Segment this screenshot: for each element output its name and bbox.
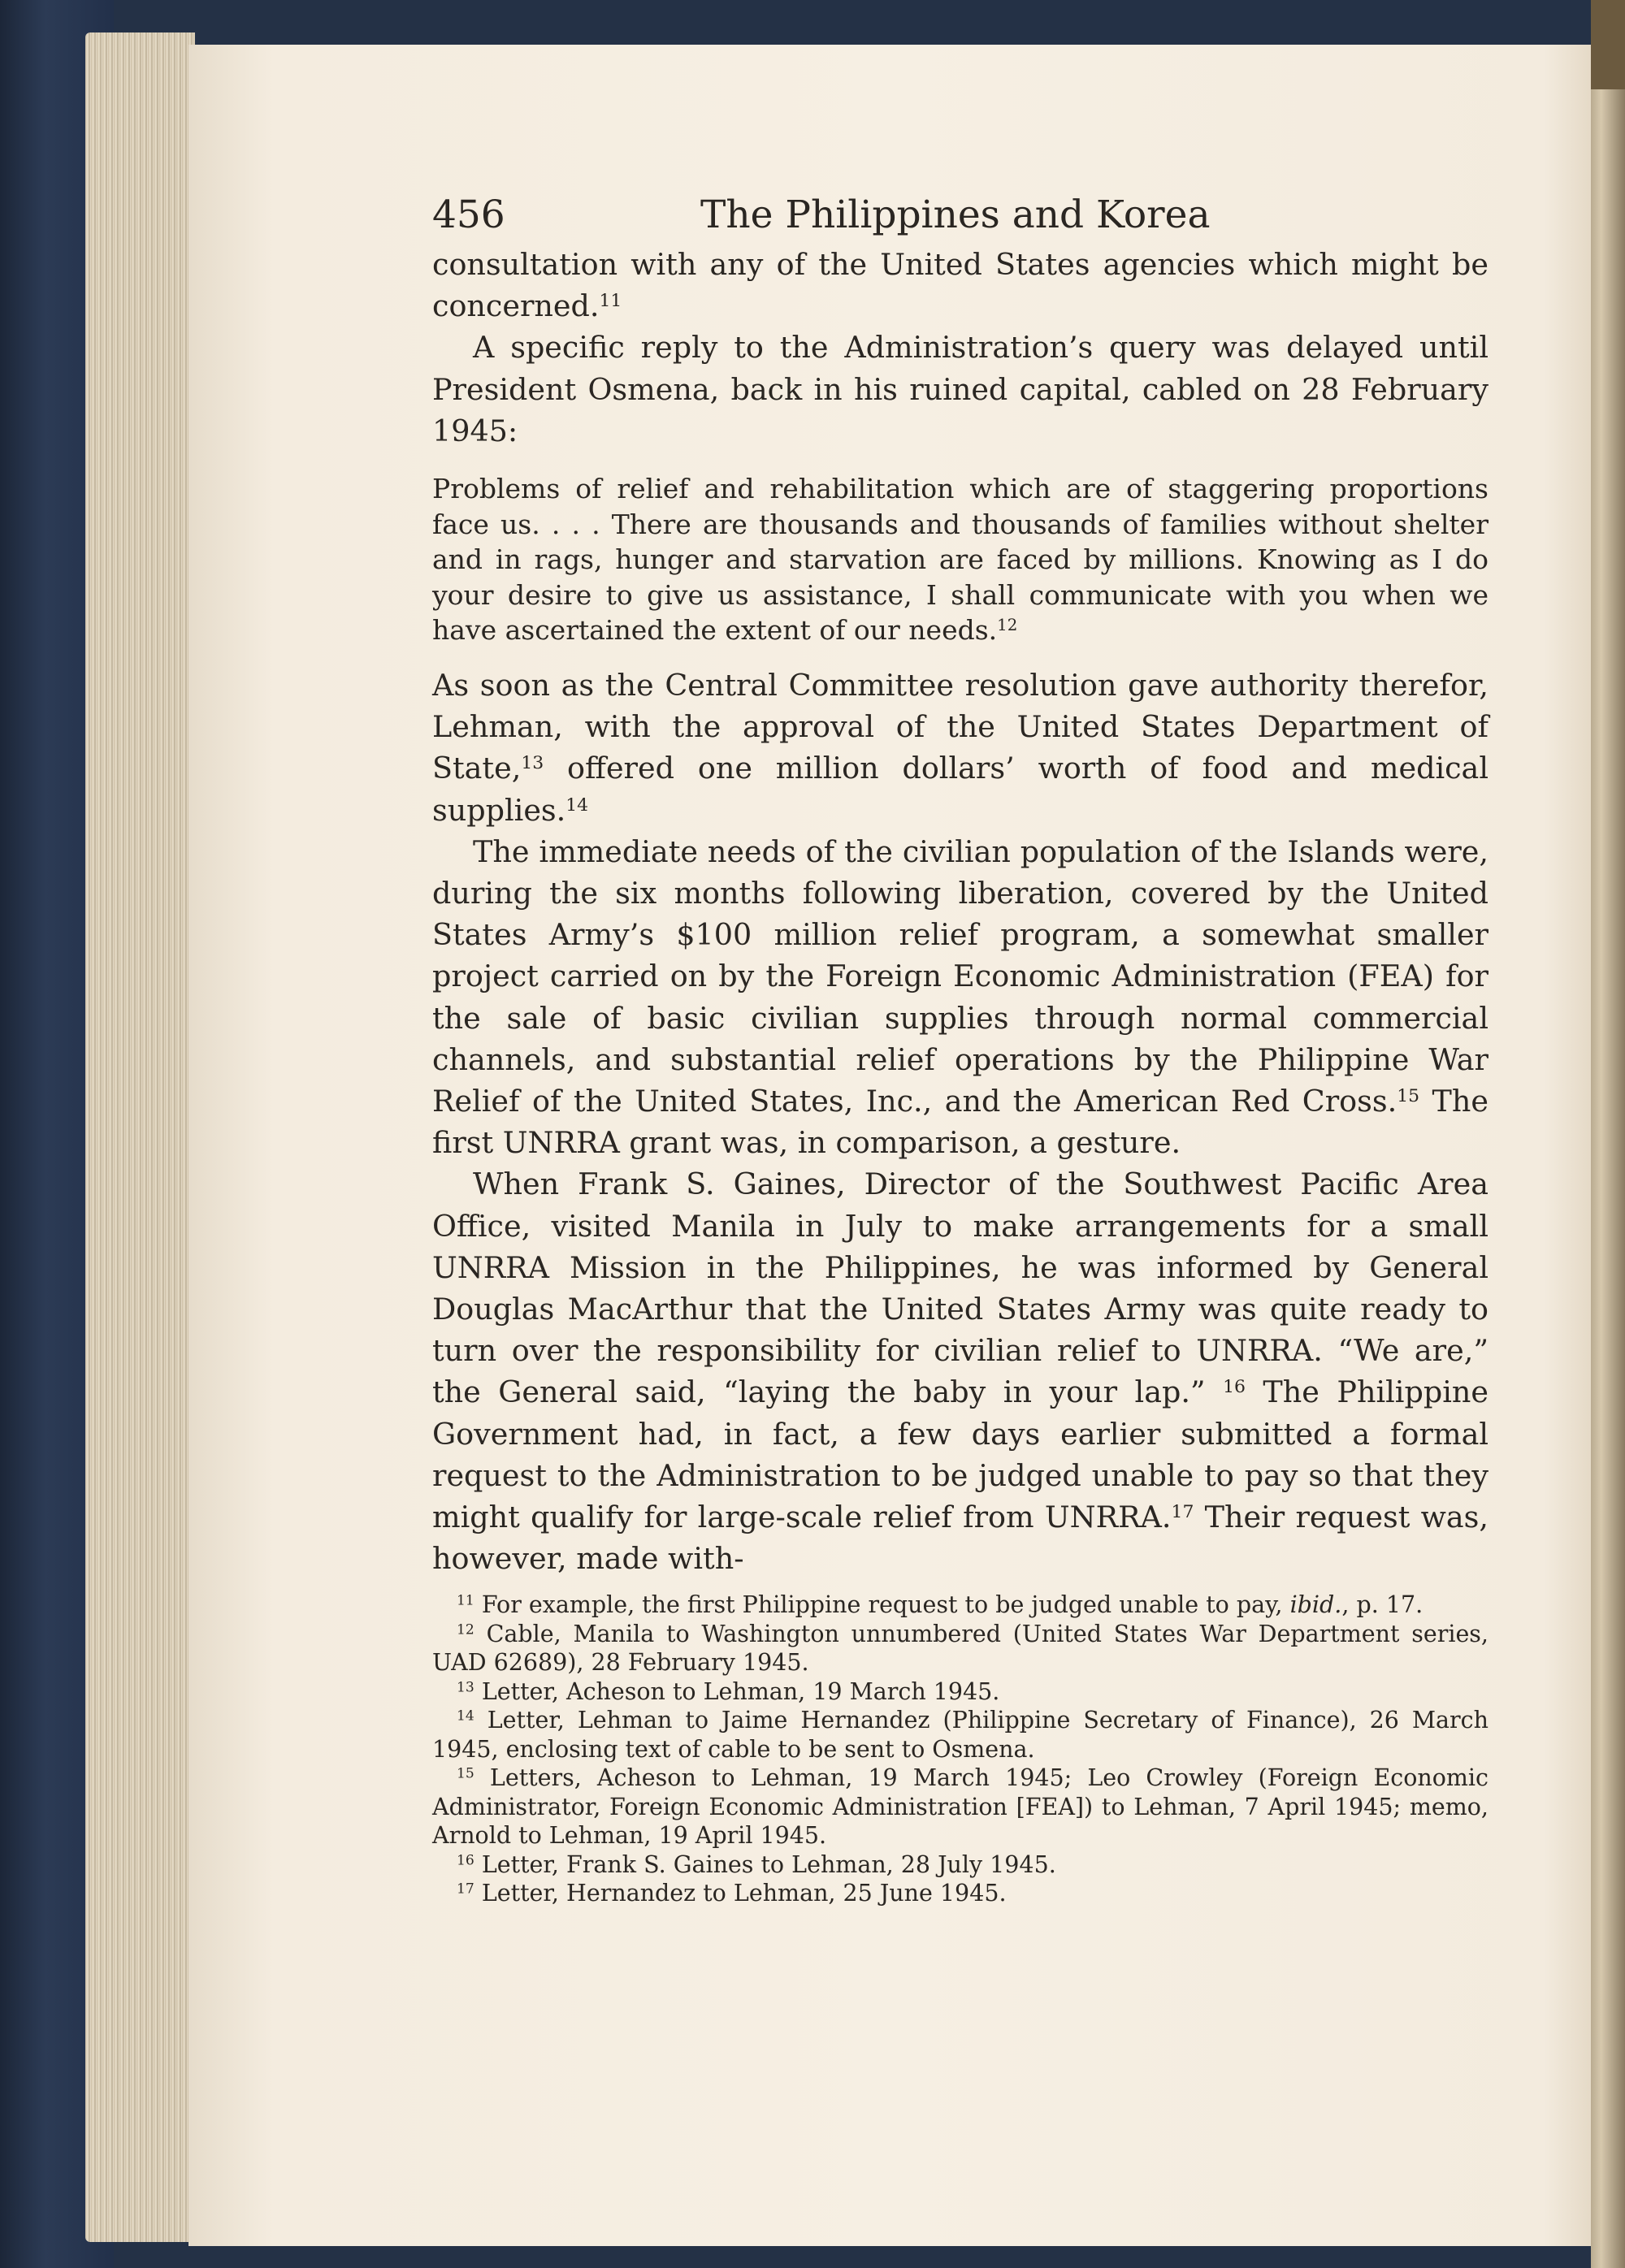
page-text-block (432, 187, 1488, 1908)
footnote-ref: 17 (1171, 1502, 1194, 1523)
body-text (432, 244, 1488, 1579)
paragraph-text: Their request was, however, made with- (432, 1500, 1488, 1577)
footnote-text: Letter, Frank S. Gaines to Lehman, 28 July 1945. (474, 1850, 1056, 1878)
paragraph-text: The first UNRRA grant was, in comparison, a gesture. (432, 1084, 1488, 1161)
paragraph (432, 664, 1488, 831)
footnotes (432, 1591, 1488, 1908)
page-title: The Philippines and Korea (700, 193, 1211, 237)
running-head (432, 187, 1488, 244)
footnote-ref: 12 (997, 616, 1018, 635)
page-number: 456 (432, 193, 505, 237)
footnote (432, 1677, 1488, 1707)
footnote-text: Letter, Lehman to Jaime Hernandez (Philippine Secretary of Finance), 26 March 1945, enclosing text of cable to be sent to Osmena. (432, 1707, 1488, 1763)
footnote (432, 1591, 1488, 1620)
page-edges (85, 32, 195, 2242)
paragraph-text: The Philippine Government had, in fact, a few days earlier submitted a formal request to the Administration to be judged unable to pay so that they might qualify for large-scale relief from UNRRA. (432, 1374, 1488, 1535)
footnote-ref: 16 (1223, 1377, 1246, 1398)
book-cover-right-corner (1591, 0, 1625, 89)
footnote-number: 13 (457, 1679, 474, 1696)
paragraph-text: offered one million dollars’ worth of food and medical supplies. (432, 751, 1488, 828)
paragraph (432, 244, 1488, 327)
paragraph (432, 831, 1488, 1164)
footnote-ref: 14 (566, 794, 589, 816)
footnote-number: 17 (457, 1881, 474, 1898)
paragraph-text: When Frank S. Gaines, Director of the Southwest Pacific Area Office, visited Manila in July to make arrangements for a small UNRRA Mission in the Philippines, he was informed by General Douglas MacArthur that the United States Army was quite ready to turn over the responsibility for civilian relief to UNRRA. “We are,” the General said, “laying the baby in your lap.” (432, 1166, 1488, 1410)
footnote (432, 1879, 1488, 1908)
footnote-number: 16 (457, 1852, 474, 1869)
footnote-text: For example, the first Philippine request to be judged unable to pay, (474, 1591, 1290, 1619)
footnote-text: , p. 17. (1341, 1591, 1424, 1619)
footnote (432, 1850, 1488, 1880)
quote-text: Problems of relief and rehabilitation which are of staggering proportions face us. . . . There are thousands and thousands of families without shelter and in rags, hunger and starvation are faced by millions. Knowing as I do your desire to give us assistance, I shall communicate with you when we have ascertained the extent of our needs. (432, 473, 1488, 647)
footnote-text: Letter, Hernandez to Lehman, 25 June 1945. (474, 1880, 1007, 1907)
paragraph (432, 327, 1488, 452)
footnote-italic: ibid. (1289, 1591, 1342, 1619)
footnote (432, 1764, 1488, 1850)
block-quote (432, 471, 1488, 648)
paragraph-text: The immediate needs of the civilian population of the Islands were, during the six months following liberation, covered by the United States Army’s $100 million relief program, a somewhat smaller project carried on by the Foreign Economic Administration (FEA) for the sale of basic civilian supplies through normal commercial channels, and substantial relief operations by the Philippine War Relief of the United States, Inc., and the American Red Cross. (432, 833, 1488, 1119)
footnote-number: 11 (457, 1593, 474, 1610)
paragraph-text: consultation with any of the United States agencies which might be concerned. (432, 247, 1488, 324)
footnote-text: Letters, Acheson to Lehman, 19 March 1945; Leo Crowley (Foreign Economic Administrator, Foreign Economic Administration [FEA]) to Lehman, 7 April 1945; memo, Arnold to Lehman, 19 April 1945. (432, 1764, 1488, 1850)
paragraph-text: As soon as the Central Committee resolution gave authority therefor, Lehman, with the approval of the United States Department of State, (432, 667, 1488, 786)
footnote-ref: 11 (599, 291, 622, 312)
footnote-number: 12 (457, 1621, 474, 1638)
paragraph-text: A specific reply to the Administration’s query was delayed until President Osmena, back in his ruined capital, cabled on 28 February 1945: (432, 330, 1488, 448)
footnote-number: 14 (457, 1708, 474, 1725)
footnote-text: Letter, Acheson to Lehman, 19 March 1945. (474, 1677, 1000, 1705)
footnote-number: 15 (457, 1766, 474, 1783)
footnote-ref: 13 (521, 753, 544, 774)
footnote (432, 1706, 1488, 1764)
footnote-text: Cable, Manila to Washington unnumbered (United States War Department series, UAD 62689), 28 February 1945. (432, 1620, 1488, 1677)
paragraph (432, 1163, 1488, 1579)
footnote-ref: 15 (1397, 1085, 1420, 1106)
book-cover-right (1591, 0, 1625, 2268)
footnote (432, 1620, 1488, 1677)
